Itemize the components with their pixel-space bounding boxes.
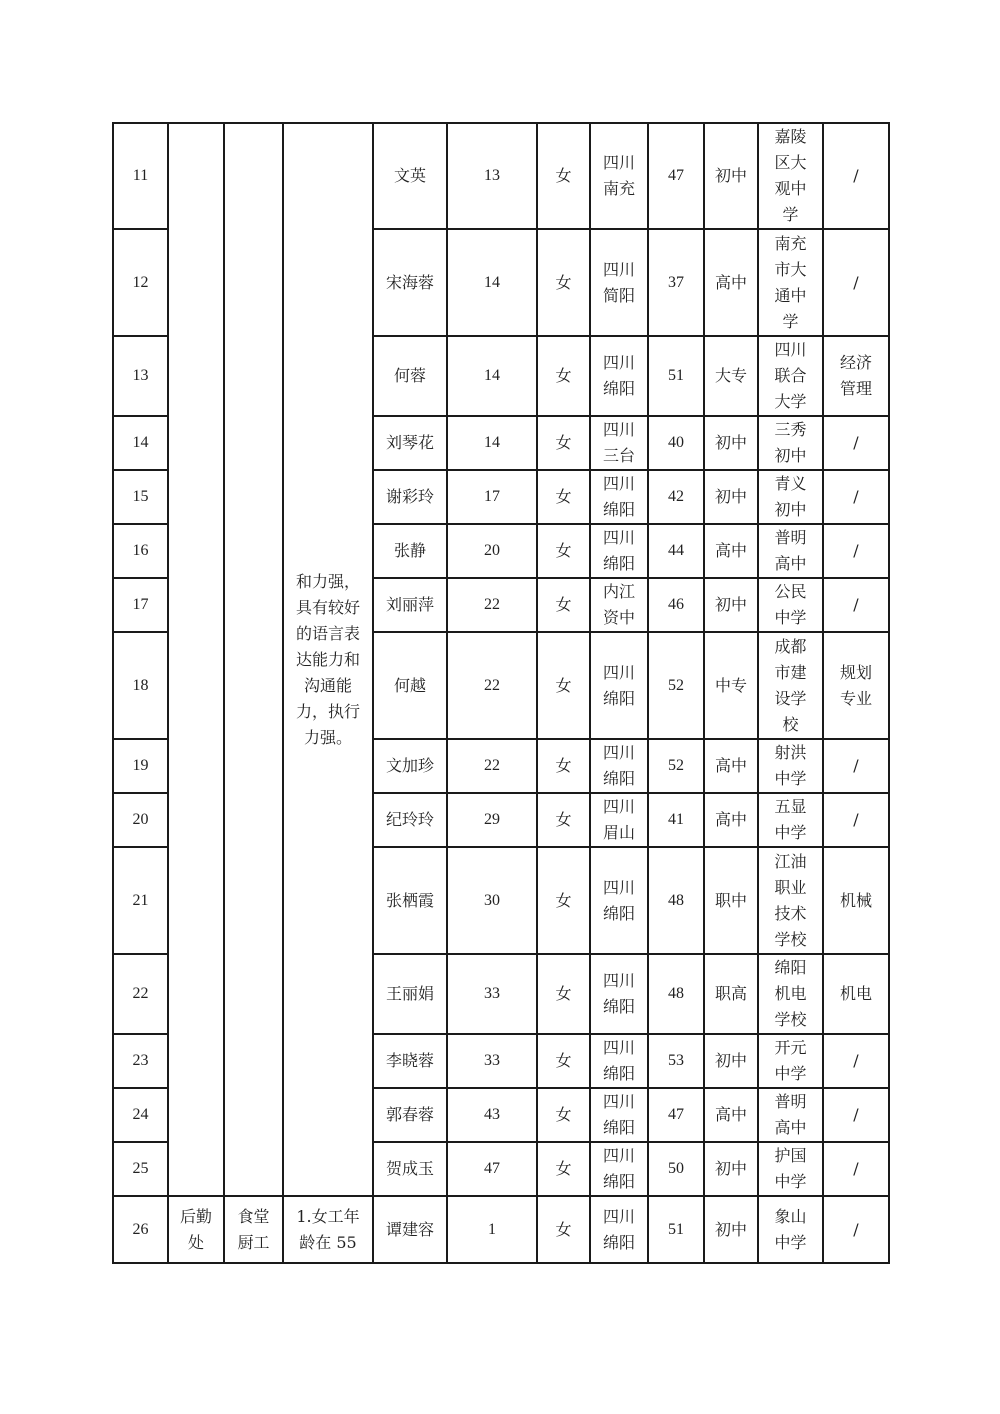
cell-gender: 女	[537, 793, 590, 847]
cell-major: 规划专业	[823, 632, 889, 739]
cell-no: 13	[113, 336, 168, 416]
cell-education: 大专	[704, 336, 758, 416]
cell-origin: 四川绵阳	[590, 632, 648, 739]
cell-years: 33	[447, 954, 537, 1034]
cell-department-merged	[168, 123, 224, 1196]
cell-origin: 四川三台	[590, 416, 648, 470]
cell-age: 47	[648, 1088, 704, 1142]
cell-school: 普明高中	[758, 524, 823, 578]
cell-school: 象山中学	[758, 1196, 823, 1263]
cell-major: /	[823, 1142, 889, 1196]
cell-origin: 四川绵阳	[590, 1034, 648, 1088]
cell-education: 高中	[704, 1088, 758, 1142]
cell-major: /	[823, 470, 889, 524]
cell-major: /	[823, 1088, 889, 1142]
cell-origin: 四川绵阳	[590, 954, 648, 1034]
cell-education: 职中	[704, 847, 758, 954]
cell-no: 11	[113, 123, 168, 229]
cell-age: 53	[648, 1034, 704, 1088]
cell-no: 20	[113, 793, 168, 847]
cell-no: 16	[113, 524, 168, 578]
cell-origin: 四川绵阳	[590, 1088, 648, 1142]
cell-school: 绵阳机电学校	[758, 954, 823, 1034]
cell-no: 23	[113, 1034, 168, 1088]
cell-years: 22	[447, 739, 537, 793]
cell-requirement: 1.女工年龄在 55	[283, 1196, 373, 1263]
cell-gender: 女	[537, 1196, 590, 1263]
cell-name: 贺成玉	[373, 1142, 447, 1196]
cell-requirement-merged	[283, 123, 373, 1196]
cell-education: 初中	[704, 1142, 758, 1196]
cell-years: 13	[447, 123, 537, 229]
cell-major: /	[823, 416, 889, 470]
cell-origin: 四川绵阳	[590, 739, 648, 793]
cell-name: 刘琴花	[373, 416, 447, 470]
cell-gender: 女	[537, 470, 590, 524]
table-row	[113, 1196, 889, 1263]
cell-years: 47	[447, 1142, 537, 1196]
cell-major: /	[823, 793, 889, 847]
cell-school: 三秀初中	[758, 416, 823, 470]
cell-school: 普明高中	[758, 1088, 823, 1142]
cell-gender: 女	[537, 524, 590, 578]
cell-origin: 四川绵阳	[590, 470, 648, 524]
cell-no: 12	[113, 229, 168, 336]
cell-origin: 四川绵阳	[590, 1142, 648, 1196]
cell-school: 四川联合大学	[758, 336, 823, 416]
cell-education: 初中	[704, 416, 758, 470]
cell-age: 52	[648, 739, 704, 793]
cell-major: 机械	[823, 847, 889, 954]
cell-years: 14	[447, 416, 537, 470]
cell-no: 21	[113, 847, 168, 954]
cell-major: /	[823, 123, 889, 229]
cell-age: 48	[648, 847, 704, 954]
cell-gender: 女	[537, 123, 590, 229]
cell-years: 14	[447, 229, 537, 336]
cell-education: 职高	[704, 954, 758, 1034]
cell-name: 文英	[373, 123, 447, 229]
cell-name: 何越	[373, 632, 447, 739]
cell-age: 51	[648, 1196, 704, 1263]
cell-origin: 四川简阳	[590, 229, 648, 336]
cell-gender: 女	[537, 336, 590, 416]
cell-major: /	[823, 739, 889, 793]
cell-major: 机电	[823, 954, 889, 1034]
cell-years: 33	[447, 1034, 537, 1088]
cell-major: /	[823, 578, 889, 632]
cell-age: 46	[648, 578, 704, 632]
cell-education: 初中	[704, 1034, 758, 1088]
cell-major: /	[823, 229, 889, 336]
cell-origin: 四川绵阳	[590, 524, 648, 578]
cell-name: 宋海蓉	[373, 229, 447, 336]
cell-no: 19	[113, 739, 168, 793]
cell-name: 王丽娟	[373, 954, 447, 1034]
cell-name: 谭建容	[373, 1196, 447, 1263]
cell-name: 何蓉	[373, 336, 447, 416]
cell-no: 26	[113, 1196, 168, 1263]
cell-gender: 女	[537, 1142, 590, 1196]
cell-school: 江油职业技术学校	[758, 847, 823, 954]
cell-name: 张栖霞	[373, 847, 447, 954]
cell-no: 18	[113, 632, 168, 739]
cell-school: 成都市建设学校	[758, 632, 823, 739]
cell-no: 24	[113, 1088, 168, 1142]
cell-no: 17	[113, 578, 168, 632]
cell-education: 初中	[704, 1196, 758, 1263]
cell-origin: 四川绵阳	[590, 847, 648, 954]
cell-gender: 女	[537, 954, 590, 1034]
cell-gender: 女	[537, 1034, 590, 1088]
cell-years: 22	[447, 578, 537, 632]
cell-age: 47	[648, 123, 704, 229]
cell-school: 公民中学	[758, 578, 823, 632]
cell-position: 食堂厨工	[224, 1196, 283, 1263]
cell-no: 22	[113, 954, 168, 1034]
requirement-text: 和力强，具有较好的语言表达能力和沟通能力，执行力强。	[295, 571, 360, 747]
cell-name: 郭春蓉	[373, 1088, 447, 1142]
cell-name: 谢彩玲	[373, 470, 447, 524]
cell-school: 嘉陵区大观中学	[758, 123, 823, 229]
cell-years: 43	[447, 1088, 537, 1142]
cell-years: 14	[447, 336, 537, 416]
cell-major: /	[823, 524, 889, 578]
cell-school: 五显中学	[758, 793, 823, 847]
cell-age: 52	[648, 632, 704, 739]
cell-education: 高中	[704, 739, 758, 793]
cell-education: 初中	[704, 470, 758, 524]
cell-age: 37	[648, 229, 704, 336]
cell-age: 50	[648, 1142, 704, 1196]
cell-age: 40	[648, 416, 704, 470]
cell-name: 文加珍	[373, 739, 447, 793]
cell-department: 后勤处	[168, 1196, 224, 1263]
cell-name: 纪玲玲	[373, 793, 447, 847]
cell-age: 41	[648, 793, 704, 847]
cell-gender: 女	[537, 229, 590, 336]
cell-origin: 内江资中	[590, 578, 648, 632]
cell-years: 17	[447, 470, 537, 524]
cell-origin: 四川南充	[590, 123, 648, 229]
cell-origin: 四川绵阳	[590, 336, 648, 416]
cell-name: 李晓蓉	[373, 1034, 447, 1088]
cell-origin: 四川绵阳	[590, 1196, 648, 1263]
cell-school: 南充市大通中学	[758, 229, 823, 336]
cell-gender: 女	[537, 1088, 590, 1142]
cell-age: 42	[648, 470, 704, 524]
cell-age: 51	[648, 336, 704, 416]
cell-school: 青义初中	[758, 470, 823, 524]
table-row	[113, 123, 889, 229]
cell-gender: 女	[537, 632, 590, 739]
cell-gender: 女	[537, 578, 590, 632]
staff-table	[112, 122, 890, 1264]
cell-education: 高中	[704, 524, 758, 578]
cell-school: 射洪中学	[758, 739, 823, 793]
cell-years: 29	[447, 793, 537, 847]
cell-major: /	[823, 1196, 889, 1263]
cell-years: 22	[447, 632, 537, 739]
cell-major: 经济管理	[823, 336, 889, 416]
cell-gender: 女	[537, 847, 590, 954]
cell-age: 48	[648, 954, 704, 1034]
cell-no: 25	[113, 1142, 168, 1196]
cell-years: 1	[447, 1196, 537, 1263]
cell-gender: 女	[537, 416, 590, 470]
cell-age: 44	[648, 524, 704, 578]
cell-education: 高中	[704, 793, 758, 847]
cell-gender: 女	[537, 739, 590, 793]
cell-name: 张静	[373, 524, 447, 578]
cell-education: 高中	[704, 229, 758, 336]
cell-major: /	[823, 1034, 889, 1088]
cell-years: 30	[447, 847, 537, 954]
cell-education: 初中	[704, 578, 758, 632]
cell-name: 刘丽萍	[373, 578, 447, 632]
cell-years: 20	[447, 524, 537, 578]
cell-origin: 四川眉山	[590, 793, 648, 847]
cell-no: 14	[113, 416, 168, 470]
cell-education: 初中	[704, 123, 758, 229]
cell-no: 15	[113, 470, 168, 524]
cell-school: 开元中学	[758, 1034, 823, 1088]
cell-school: 护国中学	[758, 1142, 823, 1196]
cell-education: 中专	[704, 632, 758, 739]
cell-position-merged	[224, 123, 283, 1196]
